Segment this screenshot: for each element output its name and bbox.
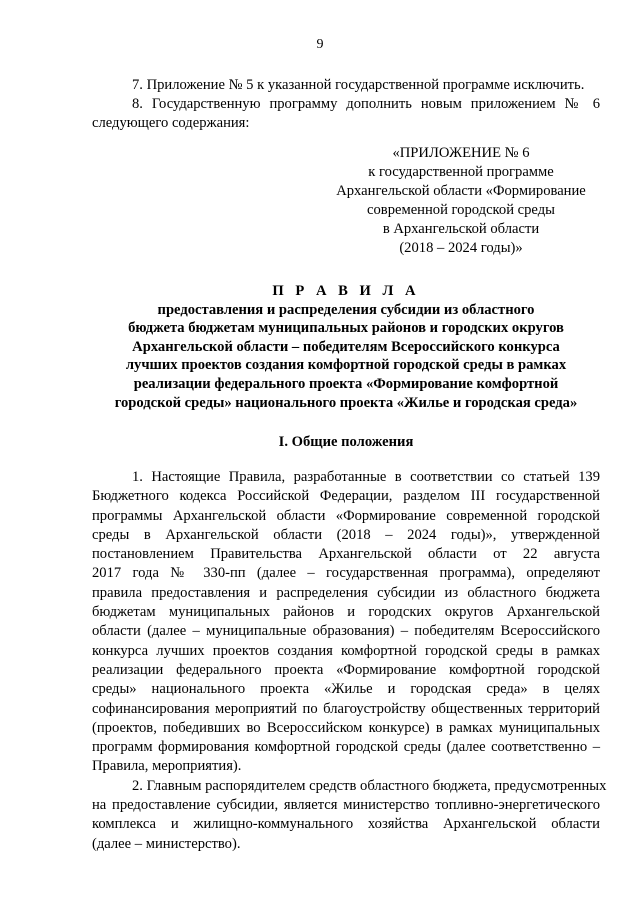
appendix-line: к государственной программе bbox=[368, 164, 554, 180]
paragraph-line: 1. Настоящие Правила, разработанные в соответствии со статьей 139 bbox=[132, 469, 600, 485]
rules-subtitle-line: предоставления и распределения субсидии из областного bbox=[157, 301, 535, 318]
paragraph-line: реализации федерального проекта «Формирование комфортной городской bbox=[92, 661, 600, 678]
intro-item-7: 7. Приложение № 5 к указанной государственной программе исключить. bbox=[132, 77, 585, 93]
paragraph-2 bbox=[92, 777, 607, 854]
paragraph-line: программы Архангельской области «Формирование современной городской bbox=[92, 507, 600, 524]
appendix-line: «ПРИЛОЖЕНИЕ № 6 bbox=[392, 145, 530, 161]
paragraph-line: программ формирования комфортной городской среды (далее соответственно – bbox=[92, 739, 600, 756]
section-title: I. Общие положения bbox=[278, 434, 414, 450]
rules-subtitle-line: реализации федерального проекта «Формирование комфортной bbox=[133, 375, 559, 392]
paragraph-line: на предоставление субсидии, является министерство топливно-энергетического bbox=[92, 797, 600, 814]
paragraph-line: правила предоставления и распределения субсидии из областного бюджета bbox=[92, 584, 600, 601]
rules-subtitle-line: городской среды» национального проекта «Жилье и городская среда» bbox=[114, 394, 578, 411]
intro-item-8: 8. Государственную программу дополнить новым приложением № 6 следующего содержания: bbox=[92, 96, 600, 132]
paragraph-line: постановлением Правительства Архангельской области от 22 августа bbox=[92, 546, 600, 563]
appendix-header bbox=[330, 144, 592, 258]
intro-paragraphs bbox=[92, 76, 600, 134]
paragraph-line: среды в Архангельской области (2018 – 2024 годы)», утвержденной bbox=[92, 526, 600, 543]
rules-subtitle-line: бюджета бюджетам муниципальных районов и городских округов bbox=[128, 320, 564, 337]
paragraph-line: софинансирования мероприятий по благоустройству общественных территорий bbox=[92, 700, 600, 717]
appendix-line: современной городской среды bbox=[367, 202, 555, 218]
paragraph-line: комплекса и жилищно-коммунального хозяйства Архангельской области bbox=[92, 816, 600, 833]
paragraph-line: среды» национального проекта «Жилье и городская среда» в целях bbox=[92, 681, 600, 698]
section-body bbox=[92, 468, 607, 854]
appendix-line: в Архангельской области bbox=[382, 221, 540, 237]
rules-heading bbox=[92, 282, 600, 412]
paragraph-1 bbox=[92, 468, 600, 777]
paragraph-line: 2. Главным распорядителем средств областного бюджета, предусмотренных bbox=[132, 777, 607, 794]
paragraph-line: области (далее – муниципальные образования) – победителям Всероссийского bbox=[92, 623, 600, 640]
paragraph-line: конкурса лучших проектов создания комфортной городской среды в рамках bbox=[92, 642, 600, 659]
paragraph-line: (далее – министерство). bbox=[92, 835, 241, 852]
appendix-line: (2018 – 2024 годы)» bbox=[399, 240, 523, 256]
paragraph-line: бюджетам муниципальных районов и городских округов Архангельской bbox=[92, 604, 600, 621]
rules-title: П Р А В И Л А bbox=[272, 283, 420, 299]
paragraph-line: Правила, мероприятия). bbox=[92, 758, 242, 775]
paragraph-line: 2017 года № 330-пп (далее – государственная программа), определяют bbox=[92, 565, 600, 582]
appendix-line: Архангельской области «Формирование bbox=[336, 183, 586, 199]
paragraph-line: Бюджетного кодекса Российской Федерации, разделом III государственной bbox=[92, 488, 600, 505]
rules-subtitle-line: лучших проектов создания комфортной городской среды в рамках bbox=[125, 357, 567, 374]
rules-subtitle-line: Архангельской области – победителям Всероссийского конкурса bbox=[132, 338, 560, 355]
page-number: 9 bbox=[316, 37, 324, 52]
paragraph-line: (проектов, победивших во Всероссийском конкурсе) в рамках муниципальных bbox=[92, 719, 600, 736]
